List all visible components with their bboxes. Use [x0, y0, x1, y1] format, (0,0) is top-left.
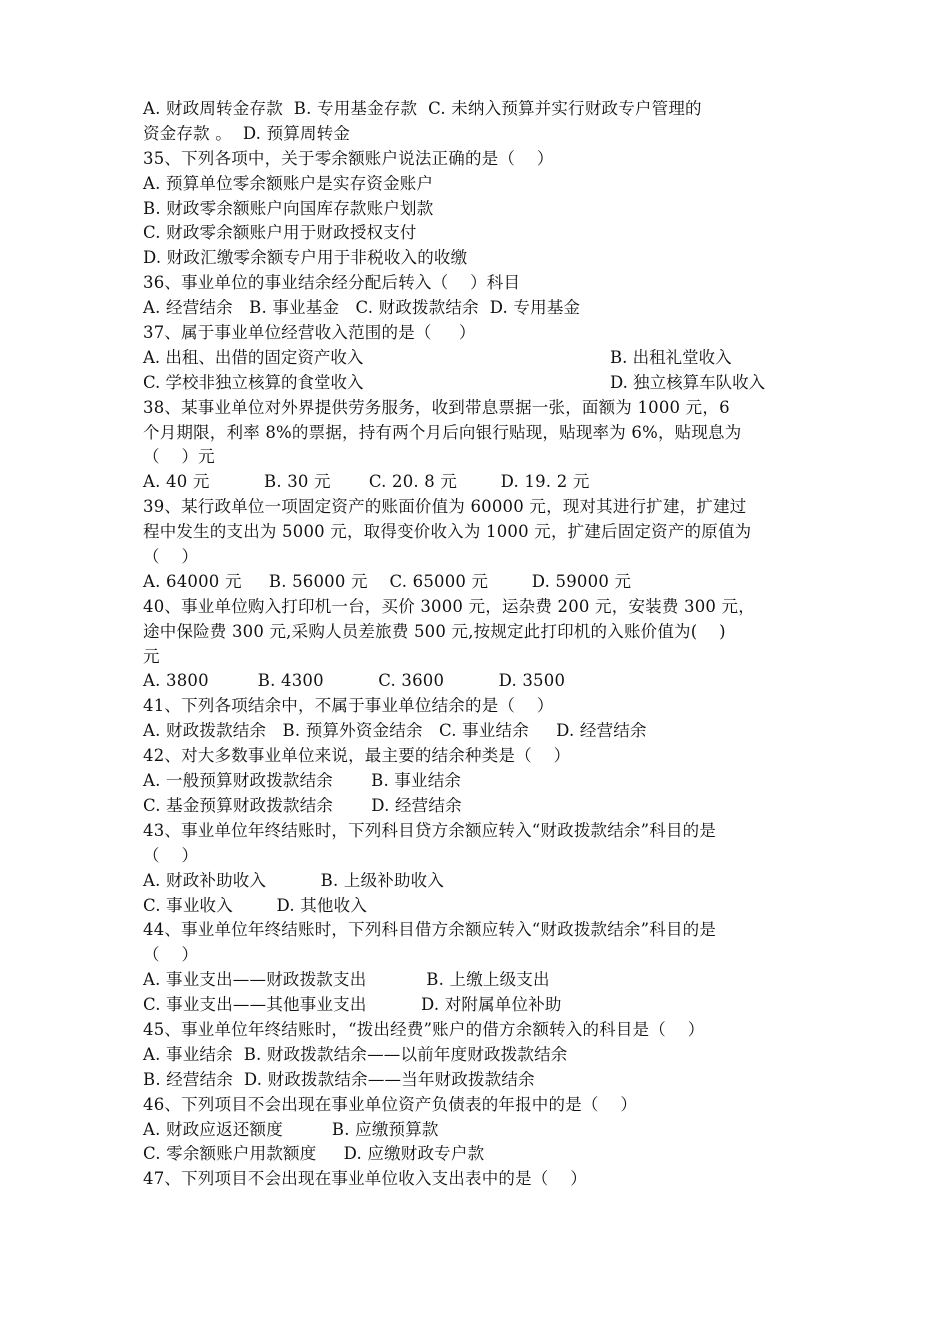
- option-line: A. 经营结余 B. 事业基金 C. 财政拨款结余 D. 专用基金: [143, 298, 581, 318]
- question-43: 43、事业单位年终结账时，下列科目贷方余额应转入“财政拨款结余”科目的是: [143, 820, 717, 840]
- option-line: C. 事业收入 D. 其他收入: [143, 895, 368, 915]
- question-40: 40、事业单位购入打印机一台，买价 3000 元，运杂费 200 元，安装费 300 元，: [143, 596, 755, 616]
- option-d: D. 独立核算车队收入: [610, 372, 766, 392]
- option-line: C. 零余额账户用款额度 D. 应缴财政专户款: [143, 1144, 485, 1164]
- option-line: A. 事业支出——财政拨款支出 B. 上缴上级支出: [143, 970, 550, 990]
- option-line: A. 64000 元 B. 56000 元 C. 65000 元 D. 59000 元: [143, 571, 632, 591]
- question-38: 38、某事业单位对外界提供劳务服务，收到带息票据一张，面额为 1000 元，6: [143, 397, 730, 417]
- option-line: A. 财政应返还额度 B. 应缴预算款: [143, 1119, 439, 1139]
- option-line: B. 财政零余额账户向国库存款账户划款: [143, 198, 434, 218]
- text-line: （ ）: [143, 547, 199, 567]
- question-45: 45、事业单位年终结账时，“拨出经费”账户的借方余额转入的科目是（ ）: [143, 1019, 705, 1039]
- option-line: A. 财政拨款结余 B. 预算外资金结余 C. 事业结余 D. 经营结余: [143, 721, 647, 741]
- option-line: C. 财政零余额账户用于财政授权支付: [143, 223, 417, 243]
- question-41: 41、下列各项结余中，不属于事业单位结余的是（ ）: [143, 696, 554, 716]
- text-line: （ ）元: [143, 447, 215, 467]
- option-line: A. 事业结余 B. 财政拨款结余——以前年度财政拨款结余: [143, 1044, 568, 1064]
- option-line: A. 预算单位零余额账户是实存资金账户: [143, 173, 434, 193]
- question-37: 37、属于事业单位经营收入范围的是（ ）: [143, 323, 476, 343]
- option-line: D. 财政汇缴零余额专户用于非税收入的收缴: [143, 248, 468, 268]
- question-44: 44、事业单位年终结账时，下列科目借方余额应转入“财政拨款结余”科目的是: [143, 920, 717, 940]
- question-39: 39、某行政单位一项固定资产的账面价值为 60000 元，现对其进行扩建，扩建过: [143, 497, 747, 517]
- text-line: （ ）: [143, 945, 199, 965]
- text-line: 途中保险费 300 元,采购人员差旅费 500 元,按规定此打印机的入账价值为( ): [143, 621, 726, 641]
- option-line: A. 40 元 B. 30 元 C. 20. 8 元 D. 19. 2 元: [143, 472, 590, 492]
- option-b: B. 出租礼堂收入: [610, 347, 732, 367]
- option-row: [143, 346, 823, 371]
- option-c: C. 学校非独立核算的食堂收入: [143, 372, 364, 392]
- question-35: 35、下列各项中，关于零余额账户说法正确的是（ ）: [143, 148, 554, 168]
- option-line: A. 3800 B. 4300 C. 3600 D. 3500: [143, 671, 566, 691]
- option-line: A. 财政补助收入 B. 上级补助收入: [143, 870, 445, 890]
- option-line: C. 事业支出——其他事业支出 D. 对附属单位补助: [143, 995, 562, 1015]
- option-row: [143, 371, 823, 396]
- text-line: 程中发生的支出为 5000 元，取得变价收入为 1000 元，扩建后固定资产的原值为: [143, 522, 752, 542]
- text-line: 个月期限，利率 8%的票据，持有两个月后向银行贴现，贴现率为 6%，贴现息为: [143, 422, 742, 442]
- question-36: 36、事业单位的事业结余经分配后转入（ ）科目: [143, 273, 521, 293]
- text-line: （ ）: [143, 845, 199, 865]
- text-line: A. 财政周转金存款 B. 专用基金存款 C. 未纳入预算并实行财政专户管理的: [143, 99, 702, 118]
- option-line: A. 一般预算财政拨款结余 B. 事业结余: [143, 771, 462, 791]
- text-line: 元: [143, 646, 160, 666]
- option-line: B. 经营结余 D. 财政拨款结余——当年财政拨款结余: [143, 1069, 535, 1089]
- question-47: 47、下列项目不会出现在事业单位收入支出表中的是（ ）: [143, 1169, 587, 1189]
- question-46: 46、下列项目不会出现在事业单位资产负债表的年报中的是（ ）: [143, 1094, 638, 1114]
- question-42: 42、对大多数事业单位来说，最主要的结余种类是（ ）: [143, 746, 571, 766]
- text-line: 资金存款 。 D. 预算周转金: [143, 123, 351, 143]
- document-page: [143, 97, 823, 1192]
- option-line: C. 基金预算财政拨款结余 D. 经营结余: [143, 795, 462, 815]
- option-a: A. 出租、出借的固定资产收入: [143, 347, 364, 367]
